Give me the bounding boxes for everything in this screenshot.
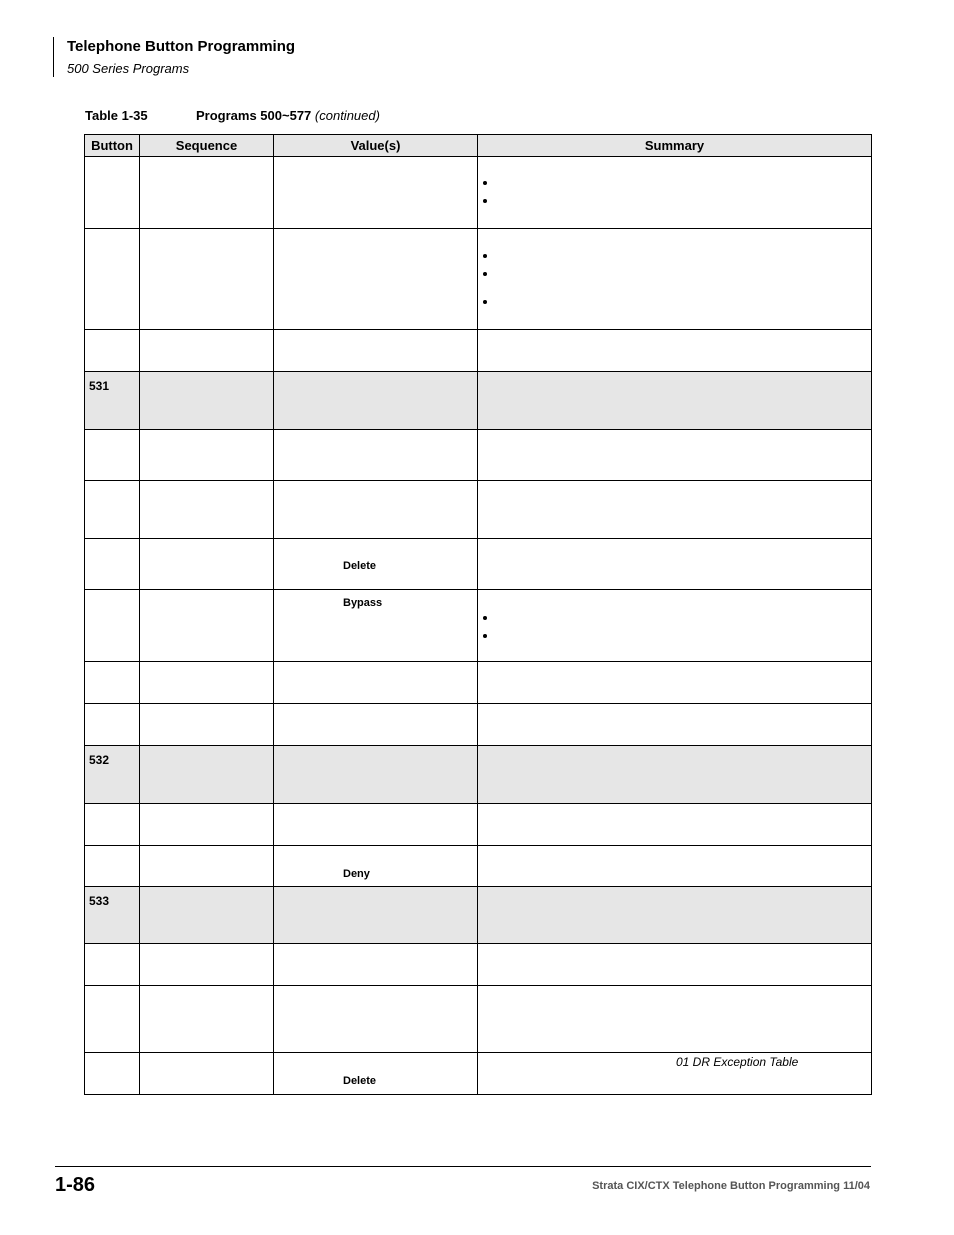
cell-summary [478, 330, 872, 372]
cell-sequence [140, 330, 274, 372]
cell-sequence [140, 846, 274, 887]
cell-summary [478, 1053, 872, 1095]
table-row [85, 887, 872, 944]
cell-summary [478, 704, 872, 746]
cell-values [274, 1053, 478, 1095]
table-row [85, 157, 872, 229]
cell-button: 532 [85, 746, 140, 804]
bullet-item [478, 248, 871, 266]
cell-values [274, 662, 478, 704]
cell-summary [478, 590, 872, 662]
cell-values [274, 430, 478, 481]
cell-summary [478, 804, 872, 846]
page-title: Telephone Button Programming [67, 38, 296, 55]
cell-sequence [140, 746, 274, 804]
column-header-summary: Summary [478, 135, 872, 157]
cell-summary [478, 944, 872, 986]
cell-sequence [140, 1053, 274, 1095]
cell-button [85, 229, 140, 330]
cell-values [274, 229, 478, 330]
table-row [85, 746, 872, 804]
cell-values [274, 746, 478, 804]
table-name: Programs 500~577 [196, 108, 312, 123]
cell-values [274, 887, 478, 944]
cell-values [274, 330, 478, 372]
cell-summary [478, 846, 872, 887]
cell-summary [478, 887, 872, 944]
cell-sequence [140, 539, 274, 590]
table-number: Table 1-35 [85, 108, 148, 123]
cell-sequence [140, 944, 274, 986]
cell-summary [478, 430, 872, 481]
cell-button [85, 430, 140, 481]
cell-button [85, 662, 140, 704]
cell-values [274, 481, 478, 539]
cell-button [85, 157, 140, 229]
summary-note: 01 DR Exception Table [676, 1055, 799, 1069]
cell-sequence [140, 481, 274, 539]
cell-values [274, 804, 478, 846]
cell-button [85, 481, 140, 539]
cell-sequence [140, 704, 274, 746]
cell-summary [478, 746, 872, 804]
table-row [85, 539, 872, 590]
table-header-row [85, 135, 872, 157]
cell-values [274, 986, 478, 1053]
table-row [85, 986, 872, 1053]
bullet-list [478, 590, 871, 646]
table-caption [85, 108, 380, 123]
cell-values [274, 846, 478, 887]
cell-button [85, 330, 140, 372]
table-row [85, 372, 872, 430]
table-row [85, 662, 872, 704]
header-rule [53, 37, 54, 77]
cell-sequence [140, 590, 274, 662]
cell-summary [478, 157, 872, 229]
cell-summary [478, 662, 872, 704]
table-row [85, 590, 872, 662]
cell-sequence [140, 430, 274, 481]
cell-sequence [140, 372, 274, 430]
page-number: 1-86 [55, 1174, 96, 1196]
cell-button [85, 1053, 140, 1095]
bullet-list [478, 157, 871, 211]
cell-summary [478, 229, 872, 330]
value-label: Delete [343, 1075, 377, 1087]
cell-values [274, 590, 478, 662]
bullet-item [478, 266, 871, 284]
cell-values [274, 372, 478, 430]
table-row [85, 330, 872, 372]
value-label: Bypass [343, 597, 383, 609]
cell-values [274, 704, 478, 746]
footer-rule [55, 1166, 871, 1167]
bullet-item [478, 294, 871, 312]
bullet-item [478, 628, 871, 646]
value-label: Delete [343, 560, 377, 572]
cell-sequence [140, 887, 274, 944]
cell-button [85, 539, 140, 590]
table-row [85, 1053, 872, 1095]
cell-values [274, 944, 478, 986]
programs-table [84, 134, 872, 1095]
cell-button [85, 944, 140, 986]
table-row [85, 944, 872, 986]
table-row [85, 481, 872, 539]
cell-summary [478, 539, 872, 590]
table-row [85, 704, 872, 746]
table-row [85, 229, 872, 330]
cell-button [85, 590, 140, 662]
cell-sequence [140, 986, 274, 1053]
cell-summary [478, 986, 872, 1053]
value-label: Deny [343, 868, 370, 880]
footer-text: Strata CIX/CTX Telephone Button Programming 11/04 [592, 1180, 870, 1192]
table-continued: (continued) [314, 108, 380, 123]
bullet-list [478, 229, 871, 312]
page-subtitle: 500 Series Programs [67, 61, 190, 76]
column-header-button: Button [85, 135, 140, 157]
bullet-item [478, 193, 871, 211]
column-header-values: Value(s) [274, 135, 478, 157]
column-header-sequence: Sequence [140, 135, 274, 157]
cell-sequence [140, 229, 274, 330]
bullet-item [478, 175, 871, 193]
cell-button [85, 846, 140, 887]
cell-summary [478, 372, 872, 430]
cell-sequence [140, 662, 274, 704]
cell-button: 531 [85, 372, 140, 430]
table-row [85, 846, 872, 887]
cell-sequence [140, 804, 274, 846]
table-row [85, 804, 872, 846]
cell-sequence [140, 157, 274, 229]
cell-button [85, 704, 140, 746]
table-row [85, 430, 872, 481]
cell-values [274, 539, 478, 590]
cell-values [274, 157, 478, 229]
table-body [85, 157, 872, 1095]
cell-button [85, 804, 140, 846]
cell-button: 533 [85, 887, 140, 944]
bullet-item [478, 610, 871, 628]
cell-button [85, 986, 140, 1053]
cell-summary [478, 481, 872, 539]
